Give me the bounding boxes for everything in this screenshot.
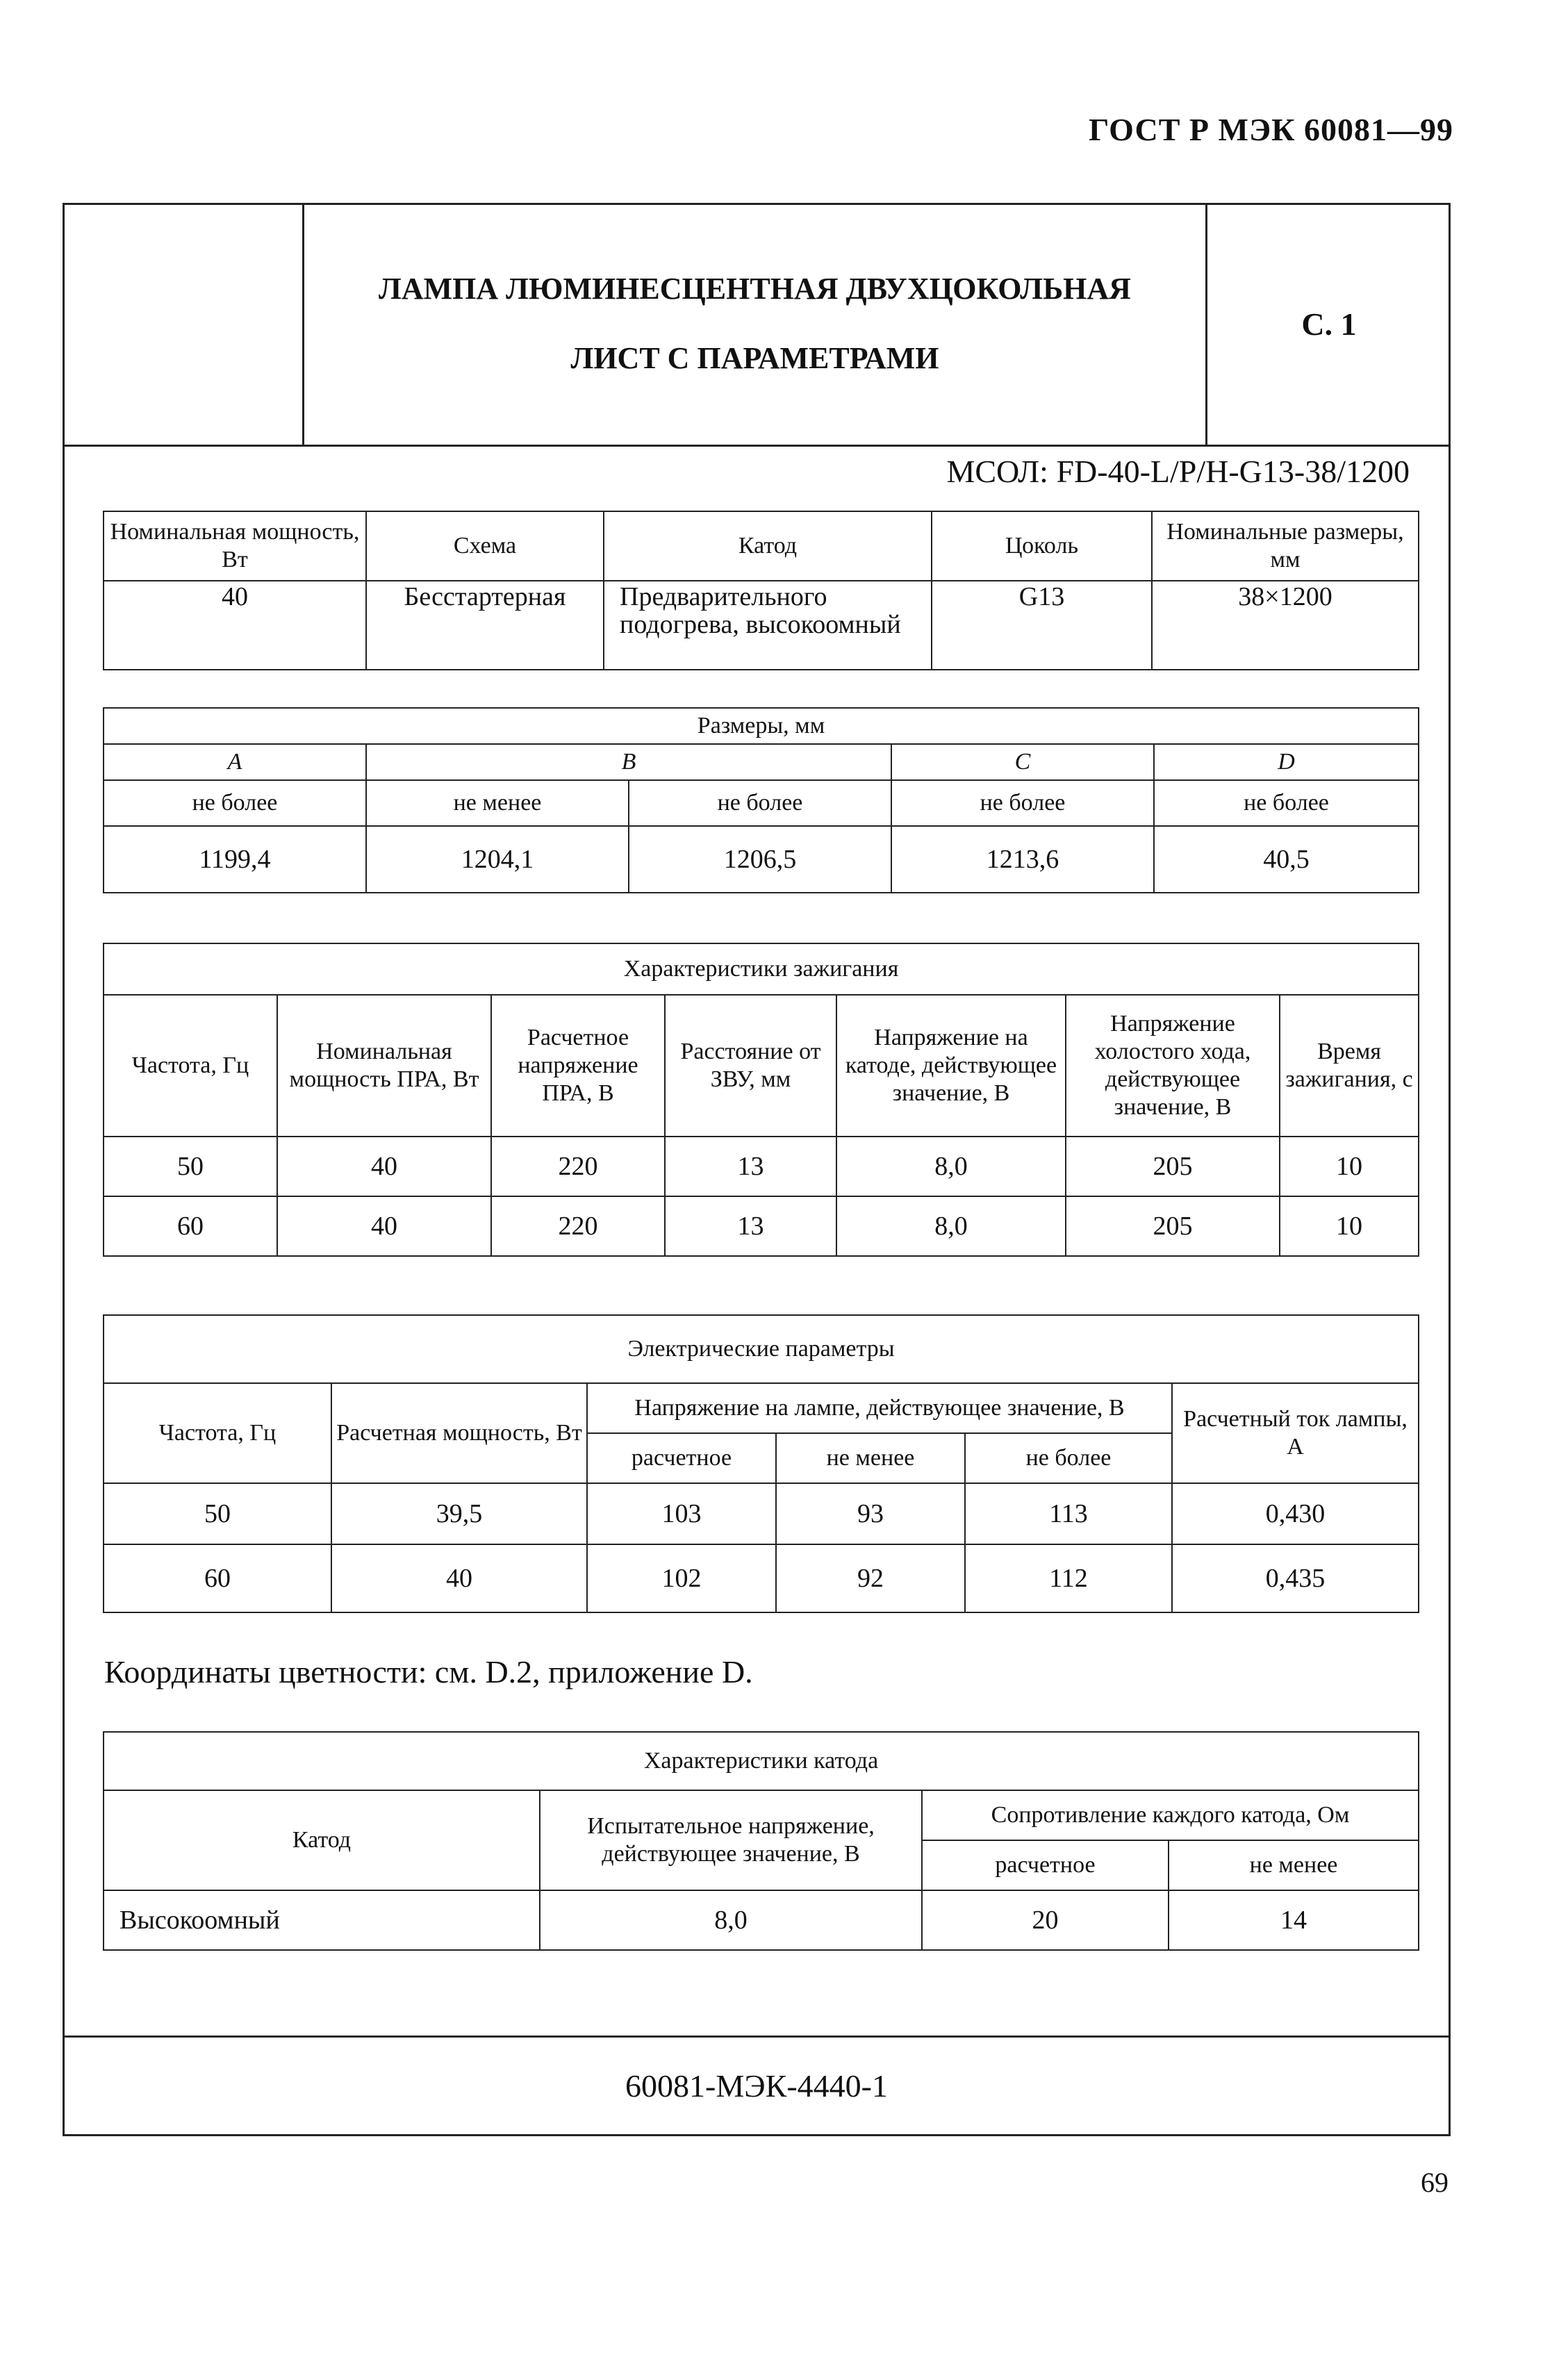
th-cathode-voltage: Напряжение на катоде, действующее значение, В <box>836 995 1066 1137</box>
lamp-data-table <box>103 511 1419 670</box>
table-cell: 205 <box>1066 1196 1280 1256</box>
dimensions-table <box>103 707 1419 893</box>
table-cell: 40 <box>331 1544 587 1612</box>
page-number: 69 <box>1421 2167 1449 2198</box>
th-nominal-dimensions: Номинальные размеры, мм <box>1152 511 1419 581</box>
th-open-circuit-voltage: Напряжение холостого хода, действующее значение, В <box>1066 995 1280 1137</box>
th-ballast-power: Номинальная мощность ПРА, Вт <box>277 995 491 1137</box>
cell-base: G13 <box>932 581 1152 670</box>
dim-value: 1206,5 <box>629 826 891 893</box>
table-cell: 103 <box>587 1483 776 1544</box>
dim-limit: не более <box>629 780 891 826</box>
table-cell: 8,0 <box>540 1890 922 1950</box>
dim-letter-c: C <box>891 744 1154 780</box>
dim-value: 1204,1 <box>366 826 629 893</box>
th-test-voltage: Испытательное напряжение, действующее значение, В <box>540 1790 922 1890</box>
th-resistance: Сопротивление каждого катода, Ом <box>922 1790 1419 1840</box>
table-cell: 220 <box>491 1196 665 1256</box>
sheet-number: С. 1 <box>1205 203 1451 445</box>
cell-scheme: Бесстартерная <box>366 581 604 670</box>
th-rated: расчетное <box>922 1840 1169 1890</box>
dim-letter-a: A <box>104 744 366 780</box>
title-line-2: ЛИСТ С ПАРАМЕТРАМИ <box>570 341 939 375</box>
table-cell: 102 <box>587 1544 776 1612</box>
table-cell: 205 <box>1066 1137 1280 1196</box>
th-distance: Расстояние от ЗВУ, мм <box>665 995 836 1137</box>
th-base: Цоколь <box>932 511 1152 581</box>
table-cell: 10 <box>1280 1196 1419 1256</box>
table-cell: 0,430 <box>1172 1483 1419 1544</box>
th-rated-current: Расчетный ток лампы, А <box>1172 1383 1419 1483</box>
table-cell: 112 <box>965 1544 1172 1612</box>
th-cathode: Катод <box>604 511 932 581</box>
dimensions-caption: Размеры, мм <box>104 708 1419 744</box>
dim-letter-b: B <box>366 744 891 780</box>
th-ballast-voltage: Расчетное напряжение ПРА, В <box>491 995 665 1137</box>
table-cell: 14 <box>1169 1890 1419 1950</box>
table-cell: Высокоомный <box>104 1890 540 1950</box>
chromaticity-note: Координаты цветности: см. D.2, приложение D. <box>104 1654 753 1690</box>
dim-value: 1199,4 <box>104 826 366 893</box>
th-min: не менее <box>1169 1840 1419 1890</box>
dim-limit: не более <box>104 780 366 826</box>
electrical-caption: Электрические параметры <box>104 1315 1419 1383</box>
title-block-left-cell <box>63 203 304 445</box>
table-cell: 39,5 <box>331 1483 587 1544</box>
dim-limit: не более <box>891 780 1154 826</box>
document-code: 60081-МЭК-4440-1 <box>625 2068 888 2104</box>
dim-value: 1213,6 <box>891 826 1154 893</box>
lamp-model-code: МСОЛ: FD-40-L/P/H-G13-38/1200 <box>946 454 1410 489</box>
cathode-caption: Характеристики катода <box>104 1732 1419 1790</box>
th-max: не более <box>965 1433 1172 1483</box>
th-ignition-time: Время зажигания, с <box>1280 995 1419 1137</box>
dim-limit: не менее <box>366 780 629 826</box>
table-cell: 92 <box>776 1544 965 1612</box>
th-rated: расчетное <box>587 1433 776 1483</box>
table-cell: 220 <box>491 1137 665 1196</box>
table-cell: 8,0 <box>836 1137 1066 1196</box>
cell-cathode: Предварительного подогрева, высокоомный <box>604 581 932 670</box>
table-cell: 60 <box>104 1544 331 1612</box>
th-cathode: Катод <box>104 1790 540 1890</box>
dim-limit: не более <box>1154 780 1419 826</box>
th-nominal-power: Номинальная мощность, Вт <box>104 511 366 581</box>
title-block <box>63 203 1451 447</box>
cell-power: 40 <box>104 581 366 670</box>
table-cell: 40 <box>277 1137 491 1196</box>
cell-dimensions: 38×1200 <box>1152 581 1419 670</box>
standard-header: ГОСТ Р МЭК 60081—99 <box>1089 112 1453 147</box>
table-cell: 40 <box>277 1196 491 1256</box>
table-cell: 20 <box>922 1890 1169 1950</box>
table-cell: 113 <box>965 1483 1172 1544</box>
th-scheme: Схема <box>366 511 604 581</box>
title-block-title <box>304 203 1205 445</box>
electrical-table <box>103 1314 1419 1613</box>
th-min: не менее <box>776 1433 965 1483</box>
th-lamp-voltage: Напряжение на лампе, действующее значение, В <box>587 1383 1172 1433</box>
ignition-caption: Характеристики зажигания <box>104 943 1419 995</box>
table-cell: 93 <box>776 1483 965 1544</box>
th-frequency: Частота, Гц <box>104 1383 331 1483</box>
table-cell: 13 <box>665 1137 836 1196</box>
dim-value: 40,5 <box>1154 826 1419 893</box>
ignition-table <box>103 943 1419 1257</box>
table-cell: 50 <box>104 1137 277 1196</box>
dim-letter-d: D <box>1154 744 1419 780</box>
table-cell: 13 <box>665 1196 836 1256</box>
table-cell: 60 <box>104 1196 277 1256</box>
table-cell: 10 <box>1280 1137 1419 1196</box>
th-frequency: Частота, Гц <box>104 995 277 1137</box>
title-line-1: ЛАМПА ЛЮМИНЕСЦЕНТНАЯ ДВУХЦОКОЛЬНАЯ <box>379 272 1131 306</box>
cathode-table <box>103 1731 1419 1951</box>
th-rated-power: Расчетная мощность, Вт <box>331 1383 587 1483</box>
table-cell: 8,0 <box>836 1196 1066 1256</box>
table-cell: 0,435 <box>1172 1544 1419 1612</box>
table-cell: 50 <box>104 1483 331 1544</box>
